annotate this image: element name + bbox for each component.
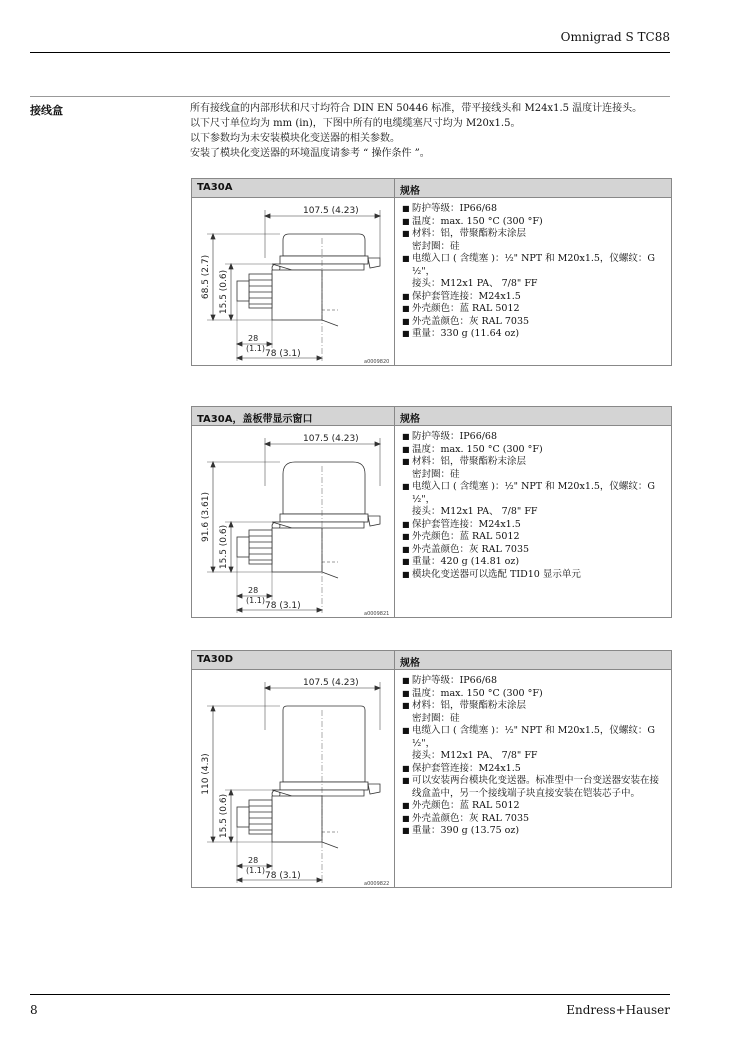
dimension-label-small-in: (1.1)	[246, 866, 265, 875]
spec-item: ■ 外壳颜色：蓝 RAL 5012	[402, 800, 520, 811]
spec-item: ■ 保护套管连接：M24x1.5	[402, 290, 521, 302]
dimension-label-width: 107.5 (4.23)	[303, 434, 359, 444]
figure-id: a0009822	[364, 881, 390, 887]
spec-item: ■ 温度：max. 150 °C (300 °F)	[402, 443, 543, 455]
dimension-drawing	[192, 426, 395, 618]
dimension-label-bottom: 78 (3.1)	[265, 349, 301, 359]
figure-id: a0009821	[364, 611, 390, 617]
spec-item: ■ 材料：铝，带聚酯粉末涂层 密封圈：硅	[402, 456, 527, 480]
spec-item: ■ 外壳颜色：蓝 RAL 5012	[402, 531, 520, 542]
dimension-label-small-in: (1.1)	[246, 344, 265, 353]
spec-item: ■ 重量：420 g (14.81 oz)	[402, 556, 520, 567]
spec-item: ■ 温度：max. 150 °C (300 °F)	[402, 215, 543, 227]
spec-header: 规格	[400, 186, 420, 197]
spec-item: ■ 保护套管连接：M24x1.5	[402, 762, 521, 774]
intro-line: 所有接线盒的内部形状和尺寸均符合 DIN EN 50446 标准，带平接线头和 M24x1.5 温度计连接头。	[190, 103, 643, 114]
intro-line: 以下参数均为未安装模块化变送器的相关参数。	[190, 133, 400, 144]
dimension-label-mid: 15.5 (0.6)	[219, 524, 229, 570]
spec-item: ■ 外壳盖颜色：灰 RAL 7035	[402, 315, 530, 327]
housing-drawing-ta30d	[192, 670, 394, 888]
dimension-drawing	[192, 670, 395, 888]
dimension-label-width: 107.5 (4.23)	[303, 678, 359, 688]
figure-id: a0009820	[364, 359, 390, 365]
spec-item: ■ 电缆入口 ( 含缆塞 )：½" NPT 和 M20x1.5，仪螺纹：G ½"， 接头：M12x1 PA、 7/8" FF	[402, 481, 656, 517]
housing-name: TA30A	[192, 179, 395, 197]
dimension-label-bottom: 78 (3.1)	[265, 601, 301, 611]
spec-item: ■ 温度：max. 150 °C (300 °F)	[402, 687, 543, 699]
dimension-label-small: 28	[248, 334, 259, 343]
spec-item: ■ 电缆入口 ( 含缆塞 )：½" NPT 和 M20x1.5，仪螺纹：G ½"， 接头：M12x1 PA、 7/8" FF	[402, 253, 656, 289]
dimension-label-small-in: (1.1)	[246, 596, 265, 605]
spec-item: ■ 模块化变送器可以选配 TID10 显示单元	[402, 568, 581, 580]
spec-table-ta30a	[191, 178, 672, 366]
table-header	[192, 179, 671, 198]
spec-item: ■ 防护等级：IP66/68	[402, 431, 498, 442]
spec-item: ■ 材料：铝，带聚酯粉末涂层 密封圈：硅	[402, 700, 527, 724]
dimension-label-width: 107.5 (4.23)	[303, 206, 359, 216]
document-title: Omnigrad S TC88	[560, 30, 670, 44]
dimension-label-height: 110 (4.3)	[201, 753, 211, 795]
spec-list	[402, 431, 667, 581]
spec-item: ■ 材料：铝，带聚酯粉末涂层 密封圈：硅	[402, 228, 527, 252]
dimension-label-height: 91.6 (3.61)	[201, 492, 211, 542]
spec-item: ■ 重量：390 g (13.75 oz)	[402, 825, 520, 836]
spec-table-ta30d	[191, 650, 672, 888]
dimension-label-mid: 15.5 (0.6)	[219, 269, 229, 315]
spec-list	[402, 675, 667, 838]
intro-line: 以下尺寸单位均为 mm (in)，下图中所有的电缆缆塞尺寸均为 M20x1.5。	[190, 118, 521, 129]
table-header	[192, 651, 671, 670]
section-intro	[190, 101, 680, 161]
dimension-label-small: 28	[248, 856, 259, 865]
section-rule	[30, 96, 670, 97]
spec-item: ■ 防护等级：IP66/68	[402, 203, 498, 214]
dimension-label-small: 28	[248, 586, 259, 595]
dimension-drawing	[192, 198, 395, 366]
spec-list-cell	[395, 198, 671, 366]
spec-item: ■ 电缆入口 ( 含缆塞 )：½" NPT 和 M20x1.5，仪螺纹：G ½"， 接头：M12x1 PA、 7/8" FF	[402, 725, 656, 761]
housing-name: TA30D	[192, 651, 395, 669]
intro-line: 安装了模块化变送器的环境温度请参考 “ 操作条件 ”。	[190, 148, 430, 159]
spec-item: ■ 保护套管连接：M24x1.5	[402, 518, 521, 530]
housing-drawing-ta30a-window	[192, 426, 394, 618]
spec-header: 规格	[400, 658, 420, 669]
housing-name: TA30A，盖板带显示窗口	[192, 407, 395, 425]
housing-drawing-ta30a	[192, 198, 394, 366]
spec-item: ■ 外壳盖颜色：灰 RAL 7035	[402, 543, 530, 555]
spec-header: 规格	[400, 414, 420, 425]
spec-list	[402, 203, 667, 341]
spec-list-cell	[395, 426, 671, 618]
spec-table-ta30a-window	[191, 406, 672, 618]
page-number: 8	[30, 1003, 38, 1017]
footer-rule	[30, 994, 670, 995]
spec-item: ■ 可以安装两台模块化变送器。标准型中一台变送器安装在接 线盒盖中，另一个接线端子块直接安装在铠装芯子中。	[402, 775, 660, 799]
spec-item: ■ 外壳盖颜色：灰 RAL 7035	[402, 812, 530, 824]
spec-list-cell	[395, 670, 671, 888]
header-rule	[30, 52, 670, 53]
dimension-label-bottom: 78 (3.1)	[265, 871, 301, 881]
spec-item: ■ 防护等级：IP66/68	[402, 675, 498, 686]
dimension-label-height: 68.5 (2.7)	[201, 254, 211, 300]
dimension-label-mid: 15.5 (0.6)	[219, 793, 229, 839]
section-title: 接线盒	[30, 104, 63, 117]
table-header	[192, 407, 671, 426]
brand-name: Endress+Hauser	[566, 1003, 670, 1017]
spec-item: ■ 外壳颜色：蓝 RAL 5012	[402, 303, 520, 314]
spec-item: ■ 重量：330 g (11.64 oz)	[402, 328, 520, 339]
